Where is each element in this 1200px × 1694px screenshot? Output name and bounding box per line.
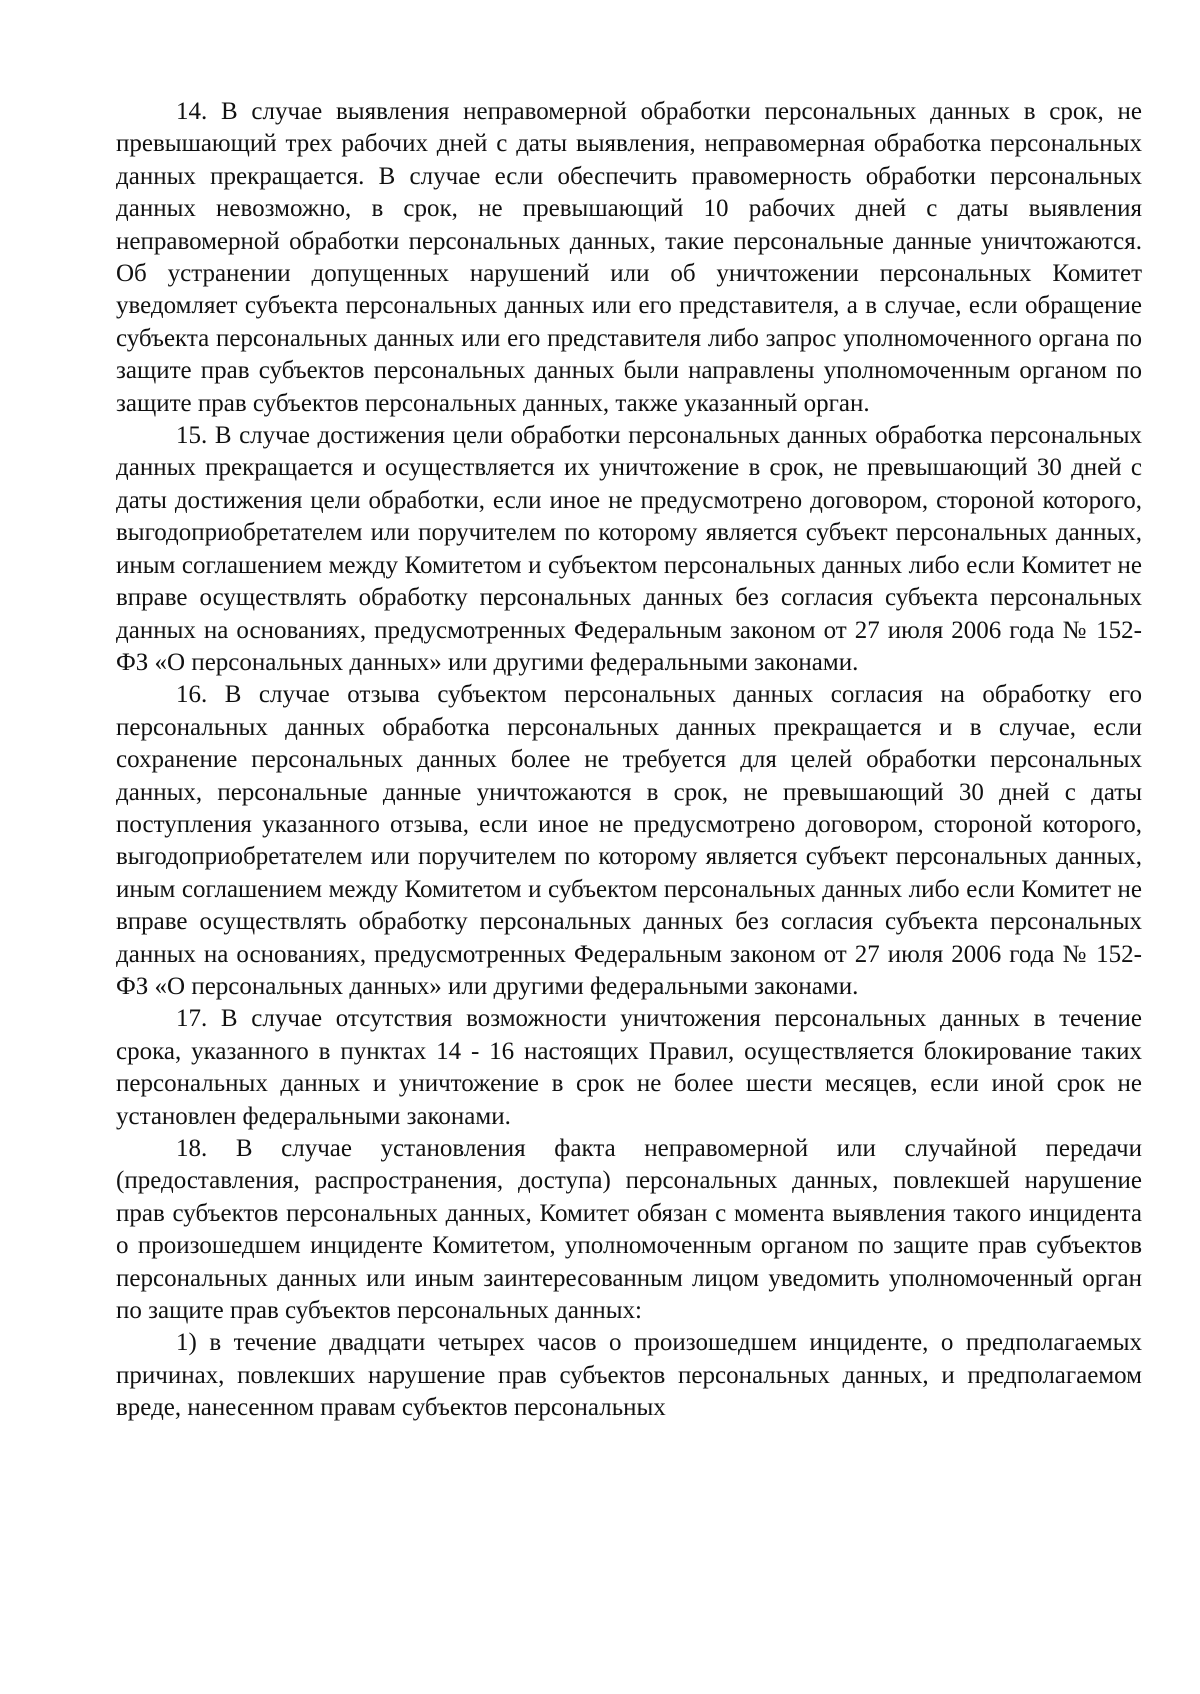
paragraph-15: 15. В случае достижения цели обработки персональных данных обработка персональных данных прекращается и осуществляется их уничтожение в срок, не превышающий 30 дней с даты достижения цели обработки, если иное не предусмотрено договором, стороной которого, выгодоприобретателем или поручителем по которому является субъект персональных данных, иным соглашением между Комитетом и субъектом персональных данных либо если Комитет не вправе осуществлять обработку персональных данных без согласия субъекта персональных данных на основаниях, предусмотренных Федеральным законом от 27 июля 2006 года № 152-ФЗ «О персональных данных» или другими федеральными законами.: [116, 422, 1142, 676]
paragraph-17: 17. В случае отсутствия возможности уничтожения персональных данных в течение срока, указанного в пунктах 14 - 16 настоящих Правил, осуществляется блокирование таких персональных данных и уничтожение в срок не более шести месяцев, если иной срок не установлен федеральными законами.: [116, 1005, 1142, 1130]
paragraph-14: 14. В случае выявления неправомерной обработки персональных данных в срок, не превышающий трех рабочих дней с даты выявления, неправомерная обработка персональных данных прекращается. В случае если обеспечить правомерность обработки персональных данных невозможно, в срок, не превышающий 10 рабочих дней с даты выявления неправомерной обработки персональных данных, такие персональные данные уничтожаются. Об устранении допущенных нарушений или об уничтожении персональных Комитет уведомляет субъекта персональных данных или его представителя, а в случае, если обращение субъекта персональных данных или его представителя либо запрос уполномоченного органа по защите прав субъектов персональных данных были направлены уполномоченным органом по защите прав субъектов персональных данных, также указанный орган.: [116, 98, 1142, 417]
paragraph-18-item-1: 1) в течение двадцати четырех часов о произошедшем инциденте, о предполагаемых причинах, повлекших нарушение прав субъектов персональных данных, и предполагаемом вреде, нанесенном правам субъектов персональных: [116, 1329, 1142, 1422]
document-body: [116, 96, 1142, 1425]
paragraph-18: 18. В случае установления факта неправомерной или случайной передачи (предоставления, распространения, доступа) персональных данных, повлекшей нарушение прав субъектов персональных данных, Комитет обязан с момента выявления такого инцидента о произошедшем инциденте Комитетом, уполномоченным органом по защите прав субъектов персональных данных или иным заинтересованным лицом уведомить уполномоченный орган по защите прав субъектов персональных данных:: [116, 1135, 1142, 1325]
paragraph-16: 16. В случае отзыва субъектом персональных данных согласия на обработку его персональных данных обработка персональных данных прекращается и в случае, если сохранение персональных данных более не требуется для целей обработки персональных данных, персональные данные уничтожаются в срок, не превышающий 30 дней с даты поступления указанного отзыва, если иное не предусмотрено договором, стороной которого, выгодоприобретателем или поручителем по которому является субъект персональных данных, иным соглашением между Комитетом и субъектом персональных данных либо если Комитет не вправе осуществлять обработку персональных данных без согласия субъекта персональных данных на основаниях, предусмотренных Федеральным законом от 27 июля 2006 года № 152-ФЗ «О персональных данных» или другими федеральными законами.: [116, 681, 1142, 1000]
